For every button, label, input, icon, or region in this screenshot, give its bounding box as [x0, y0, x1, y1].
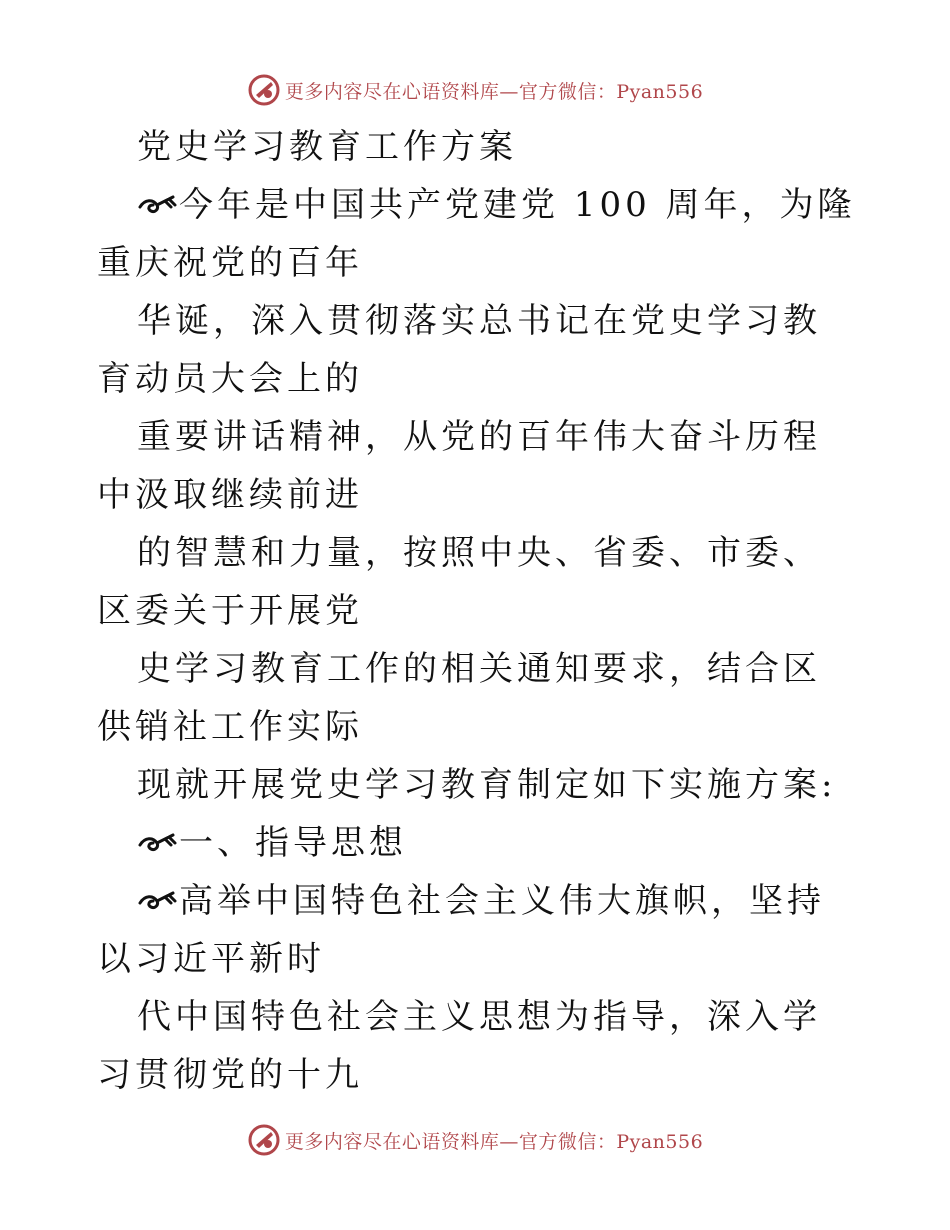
document-body	[97, 118, 857, 1104]
paragraph-line	[97, 524, 857, 640]
paragraph-text: 重要讲话精神，从党的百年伟大奋斗历程中汲取继续前进	[97, 417, 821, 515]
paragraph-text: 史学习教育工作的相关通知要求，结合区供销社工作实际	[97, 649, 821, 747]
document-paragraphs	[97, 176, 857, 1104]
paragraph-line	[97, 408, 857, 524]
paragraph-line	[97, 756, 857, 814]
hand-pointer-bullet-icon	[137, 885, 179, 915]
paragraph-text: 华诞，深入贯彻落实总书记在党史学习教育动员大会上的	[97, 301, 821, 399]
paragraph-line	[97, 292, 857, 408]
brand-logo-icon	[247, 1123, 281, 1157]
paragraph-text: 现就开展党史学习教育制定如下实施方案:	[137, 765, 837, 805]
brand-logo-icon	[247, 73, 281, 107]
header-watermark-banner	[0, 70, 950, 110]
paragraph-text: 今年是中国共产党建党 100 周年，为隆重庆祝党的百年	[97, 185, 856, 283]
paragraph-line	[97, 176, 857, 292]
paragraph-text: 的智慧和力量，按照中央、省委、市委、区委关于开展党	[97, 533, 821, 631]
footer-watermark-text: 更多内容尽在心语资料库—官方微信：Pyan556	[284, 1130, 704, 1153]
paragraph-line	[97, 640, 857, 756]
paragraph-text: 高举中国特色社会主义伟大旗帜，坚持以习近平新时	[97, 881, 825, 979]
hand-pointer-bullet-icon	[137, 189, 179, 219]
paragraph-text: 一、指导思想	[179, 823, 407, 863]
document-title: 党史学习教育工作方案	[137, 127, 517, 167]
paragraph-text: 代中国特色社会主义思想为指导，深入学习贯彻党的十九	[97, 997, 821, 1095]
paragraph-line	[97, 988, 857, 1104]
hand-pointer-bullet-icon	[137, 827, 179, 857]
paragraph-line	[97, 814, 857, 872]
header-watermark-text: 更多内容尽在心语资料库—官方微信：Pyan556	[284, 80, 704, 103]
paragraph-line	[97, 872, 857, 988]
footer-watermark-banner	[0, 1120, 950, 1160]
